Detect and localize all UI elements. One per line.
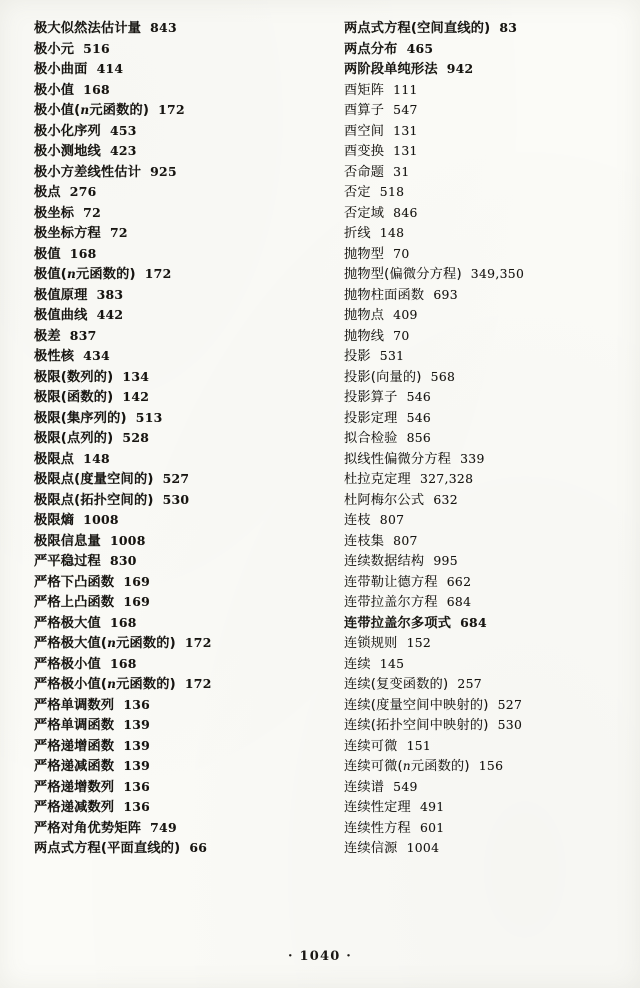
entry-page-number: 169 [123,594,151,609]
page-number: · 1040 · [288,949,352,964]
entry-page-number: 409 [393,307,418,322]
entry-term: 两阶段单纯形法 [344,62,438,77]
entry-term: 杜阿梅尔公式 [344,492,425,508]
index-entry [34,245,304,262]
entry-page-number: 111 [393,81,418,97]
entry-page-number: 145 [379,655,405,671]
index-entry [344,186,614,199]
entry-term-suffix: 元函数的) [116,677,176,692]
entry-page-number: 465 [406,40,434,56]
index-entry [344,491,614,508]
entry-page-number: 172 [184,635,212,650]
entry-term: 连续(复变函数的) [344,677,449,692]
entry-term: 严格上凸函数 [34,595,115,610]
entry-page-number: 142 [122,389,150,404]
entry-page-number: 528 [122,430,150,445]
index-entry [344,760,614,773]
index-entry [344,555,614,568]
index-entry [34,678,304,691]
entry-term: 严平稳过程 [34,554,101,569]
index-entry [34,532,304,549]
index-entry [344,596,614,609]
index-entry [34,391,304,404]
entry-page-number: 531 [379,348,405,363]
index-entry [344,432,614,445]
index-entry [344,286,614,303]
entry-page-number: 807 [379,512,405,527]
entry-term: 严格递增函数 [34,738,115,754]
entry-page-number: 568 [430,368,456,384]
entry-term: 极小元 [34,41,75,57]
entry-term: 极小曲面 [34,62,88,77]
index-entry [344,678,614,691]
entry-term: 抛物型 [344,246,385,262]
index-entry [344,309,614,322]
index-entry [344,532,614,549]
entry-term: 极限点(拓扑空间的) [34,492,154,508]
index-entry [344,655,614,672]
index-entry [34,227,304,240]
entry-term: 酉变换 [344,144,385,159]
index-entry [344,450,614,467]
entry-page-number: 72 [109,225,128,240]
entry-term: 连续可微 [344,738,398,754]
index-entry [34,186,304,199]
entry-page-number: 136 [123,778,151,794]
entry-term: 抛物点 [344,308,385,323]
index-entry [344,40,614,57]
entry-page-number: 276 [69,184,97,199]
entry-page-number: 327,328 [419,471,474,486]
index-entry [34,268,304,281]
index-entry [34,719,304,732]
entry-term: 连续(度量空间中映射的) [344,697,489,713]
index-entry [344,245,614,262]
entry-term: 否定 [344,185,371,200]
index-entry [34,801,304,814]
index-entry [344,327,614,344]
index-entry [34,309,304,322]
index-entry [34,842,304,855]
entry-term: 杜拉克定理 [344,472,411,487]
entry-page-number: 172 [144,266,172,281]
entry-page-number: 527 [162,471,190,486]
index-entry [34,637,304,650]
index-entry [344,637,614,650]
entry-term: 抛物柱面函数 [344,287,425,303]
entry-term: 极小化序列 [34,123,101,139]
index-entry [34,614,304,631]
index-entry [34,450,304,467]
entry-page-number: 131 [393,143,418,158]
entry-term: 极限(集序列的) [34,410,127,426]
entry-page-number: 136 [123,696,151,712]
entry-term: 极点 [34,185,61,200]
entry-page-number: 339 [460,450,485,466]
entry-term: 酉矩阵 [344,82,385,98]
entry-page-number: 131 [393,122,418,138]
entry-term: 连带勒让德方程 [344,574,438,590]
entry-page-number: 693 [433,286,458,302]
index-entry [34,350,304,363]
index-entry [34,573,304,590]
index-entry [344,409,614,426]
entry-page-number: 148 [83,450,110,466]
entry-term: 极限熵 [34,513,75,528]
entry-page-number: 513 [135,409,163,425]
entry-term: 极小方差线性估计 [34,164,142,180]
entry-term: 连枝集 [344,533,385,549]
index-entry [34,368,304,385]
entry-term: 严格递减数列 [34,800,115,815]
index-entry [344,778,614,795]
entry-term: 投影 [344,349,371,364]
entry-page-number: 136 [123,799,151,814]
entry-page-number: 172 [158,102,185,117]
entry-term: 极小值 [34,82,75,98]
entry-term: 两点式方程(空间直线的) [344,21,491,36]
entry-page-number: 423 [109,143,137,158]
index-entry [34,145,304,158]
entry-term: 投影定理 [344,410,398,426]
entry-page-number: 453 [109,122,137,138]
entry-page-number: 151 [406,737,432,753]
entry-page-number: 749 [150,819,177,835]
index-entry [344,573,614,590]
entry-term-suffix: 元函数的) [89,103,150,118]
index-columns [26,22,614,924]
entry-page-number: 152 [406,635,432,650]
entry-term: 否命题 [344,164,385,180]
entry-page-number: 807 [393,532,418,548]
entry-page-number: 414 [96,61,124,76]
entry-page-number: 925 [150,163,177,179]
entry-term: 严格极小值( [34,677,108,692]
entry-page-number: 168 [109,655,137,671]
entry-page-number: 995 [433,553,458,568]
entry-page-number: 172 [184,676,212,691]
index-entry [344,163,614,180]
entry-term: 极限点 [34,451,75,467]
entry-term: 酉算子 [344,103,385,118]
entry-term: 拟合检验 [344,431,398,446]
index-entry [34,40,304,57]
entry-page-number: 530 [497,717,523,732]
entry-page-number: 518 [379,184,405,199]
entry-page-number: 547 [393,102,418,117]
index-entry [34,22,304,35]
entry-page-number: 349,350 [470,266,525,281]
entry-page-number: 83 [499,20,518,35]
index-entry [34,596,304,609]
index-entry [344,737,614,754]
entry-term: 极限点(度量空间的) [34,472,154,487]
index-entry [344,145,614,158]
index-entry [34,122,304,139]
index-entry [34,432,304,445]
entry-page-number: 491 [419,799,445,814]
entry-variable: n [107,636,117,650]
entry-term: 抛物型(偏微分方程) [344,267,462,282]
entry-page-number: 442 [96,307,124,322]
index-entry [34,778,304,795]
index-entry [34,491,304,508]
entry-term: 连枝 [344,513,371,528]
entry-page-number: 434 [83,348,110,363]
entry-term: 极差 [34,328,61,344]
index-entry [344,614,614,631]
entry-term: 严格极大值( [34,636,108,651]
index-entry [34,63,304,76]
entry-page-number: 168 [109,614,137,630]
index-entry [344,514,614,527]
entry-term: 抛物线 [344,328,385,344]
entry-page-number: 942 [446,61,474,76]
entry-term: 极大似然法估计量 [34,21,142,36]
entry-page-number: 139 [123,758,151,773]
entry-term: 投影算子 [344,390,398,405]
entry-term: 两点分布 [344,41,398,57]
index-entry [344,801,614,814]
entry-term: 严格对角优势矩阵 [34,820,142,836]
entry-term: 连续谱 [344,779,385,795]
entry-page-number: 1004 [406,840,440,855]
entry-term-suffix: 元函数的) [116,636,176,651]
entry-page-number: 856 [406,430,432,445]
index-entry [34,819,304,836]
index-entry [34,473,304,486]
entry-variable: n [67,267,76,281]
entry-term: 极值曲线 [34,308,88,323]
index-entry [34,760,304,773]
index-entry [344,391,614,404]
entry-page-number: 72 [83,204,102,220]
entry-page-number: 70 [393,245,410,261]
entry-page-number: 830 [109,553,137,568]
index-entry [344,204,614,221]
entry-term: 极限(点列的) [34,431,114,446]
left-column [26,22,304,924]
entry-term: 严格极小值 [34,656,101,672]
index-entry [344,350,614,363]
entry-page-number: 837 [69,327,97,343]
index-entry [344,719,614,732]
index-entry [344,368,614,385]
entry-page-number: 168 [83,81,110,97]
entry-page-number: 601 [419,819,445,835]
entry-term: 极限(函数的) [34,390,114,405]
entry-variable: n [107,677,117,691]
entry-page-number: 383 [96,286,124,302]
entry-term: 酉空间 [344,123,385,139]
index-entry [344,473,614,486]
entry-page-number: 66 [189,840,208,855]
entry-term: 极性核 [34,349,75,364]
index-entry [344,122,614,139]
index-entry [34,696,304,713]
entry-term: 严格递减函数 [34,759,115,774]
entry-term: 两点式方程(平面直线的) [34,841,181,856]
entry-page-number: 148 [379,225,405,240]
entry-term: 严格递增数列 [34,779,115,795]
index-entry [344,22,614,35]
entry-page-number: 632 [433,491,458,507]
index-entry [34,555,304,568]
index-entry [34,655,304,672]
entry-page-number: 684 [460,614,487,630]
index-entry [344,104,614,117]
index-entry [344,268,614,281]
entry-term: 严格单调函数 [34,718,115,733]
entry-term: 严格极大值 [34,615,101,631]
index-entry [34,514,304,527]
entry-term: 极小值( [34,103,81,118]
entry-term: 极小测地线 [34,144,101,159]
entry-page-number: 516 [83,40,110,56]
entry-term: 极限信息量 [34,533,101,549]
entry-term: 拟线性偏微分方程 [344,451,452,467]
index-entry [34,104,304,117]
index-entry [344,63,614,76]
entry-page-number: 684 [446,594,472,609]
entry-term: 极值 [34,246,61,262]
right-column [330,22,614,924]
entry-term: 连续性定理 [344,800,411,815]
entry-page-number: 134 [122,368,150,384]
entry-term: 极坐标 [34,205,75,221]
index-entry [34,204,304,221]
entry-page-number: 662 [446,573,472,589]
entry-term: 连续 [344,656,371,672]
index-entry [344,842,614,855]
index-entry [344,81,614,98]
entry-page-number: 257 [457,676,482,691]
index-entry [344,227,614,240]
index-entry [34,327,304,344]
index-entry [34,409,304,426]
entry-page-number: 31 [393,163,410,179]
entry-term: 连带拉盖尔方程 [344,595,438,610]
index-entry [344,696,614,713]
entry-term-suffix: 元函数的) [75,267,136,282]
index-entry [34,737,304,754]
entry-term: 极限(数列的) [34,369,114,385]
entry-term: 投影(向量的) [344,369,422,385]
entry-term: 折线 [344,226,371,241]
entry-page-number: 169 [123,573,151,589]
entry-page-number: 846 [393,204,418,220]
entry-term: 极值原理 [34,287,88,303]
entry-term: 连带拉盖尔多项式 [344,615,452,631]
entry-page-number: 530 [162,491,190,507]
entry-term: 连续数据结构 [344,554,425,569]
entry-page-number: 843 [150,20,177,35]
entry-page-number: 1008 [83,512,119,527]
entry-page-number: 546 [406,389,432,404]
index-entry [34,81,304,98]
index-entry [344,819,614,836]
entry-page-number: 139 [123,717,151,732]
entry-variable: n [402,759,411,773]
entry-term-suffix: 元函数的) [410,759,470,774]
entry-page-number: 1008 [109,532,146,548]
entry-term: 极坐标方程 [34,226,101,241]
entry-term: 严格单调数列 [34,697,115,713]
entry-term: 连续性方程 [344,820,411,836]
entry-page-number: 546 [406,409,432,425]
entry-page-number: 168 [69,245,97,261]
entry-term: 连续信源 [344,841,398,856]
entry-term: 连续(拓扑空间中映射的) [344,718,489,733]
entry-term: 连续可微( [344,759,403,774]
entry-term: 极值( [34,267,68,282]
entry-term: 否定域 [344,205,385,221]
index-entry [34,286,304,303]
entry-term: 严格下凸函数 [34,574,115,590]
entry-page-number: 527 [497,696,523,712]
index-entry [34,163,304,180]
entry-variable: n [80,103,90,117]
entry-page-number: 156 [478,758,504,773]
entry-page-number: 139 [123,737,151,753]
entry-term: 连锁规则 [344,636,398,651]
entry-page-number: 549 [393,778,418,794]
entry-page-number: 70 [393,327,410,343]
